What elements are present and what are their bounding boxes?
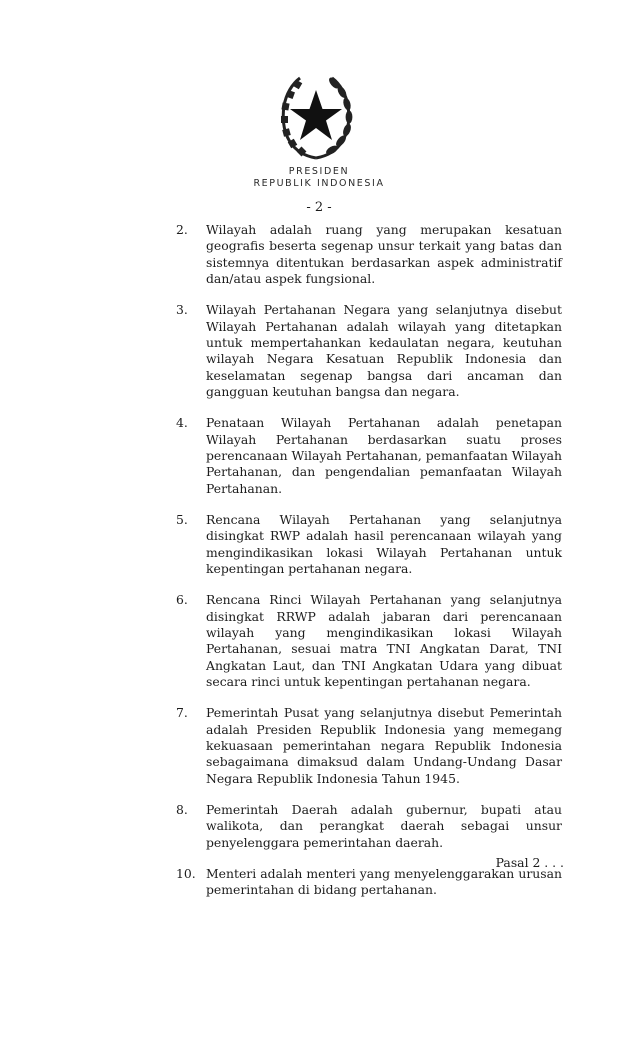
list-item [176, 302, 562, 400]
item-text: Wilayah Pertahanan Negara yang selanjutnya disebut Wilayah Pertahanan adalah wilayah yang ditetapkan untuk mempertahankan kedaulatan negara, keutuhan wilayah Negara Kesatuan Republik Indonesia dan keselamatan segenap bangsa dari ancaman dan gangguan keutuhan bangsa dan negara. [206, 302, 562, 400]
header-republik-indonesia: REPUBLIK INDONESIA [253, 178, 385, 189]
garuda-star-emblem-icon [270, 72, 362, 164]
item-number: 6. [176, 592, 188, 608]
list-item [176, 415, 562, 497]
list-item [176, 592, 562, 690]
list-item [176, 866, 562, 899]
item-number: 2. [176, 222, 188, 237]
item-text: Penataan Wilayah Pertahanan adalah penetapan Wilayah Pertahanan berdasarkan suatu proses perencanaan Wilayah Pertahanan, pemanfaatan Wilayah Pertahanan, dan pengendalian pemanfaatan Wilayah Pertahanan. [206, 415, 562, 496]
item-text: Wilayah adalah ruang yang merupakan kesatuan geografis beserta segenap unsur terkait yang batas dan sistemnya ditentukan berdasarkan aspek administratif dan/atau aspek fungsional. [206, 222, 562, 287]
continuation-footer: Pasal 2 . . . [495, 855, 564, 870]
item-number: 8. [176, 801, 188, 817]
item-text: Menteri adalah menteri yang menyelenggarakan urusan pemerintahan di bidang pertahanan. [206, 865, 562, 897]
list-item [176, 222, 562, 288]
item-number: 7. [176, 705, 188, 721]
header-presiden: PRESIDEN [288, 166, 350, 177]
item-number: 4. [176, 415, 188, 431]
item-number: 3. [176, 302, 188, 318]
item-number: 10. [176, 865, 196, 881]
page-number: - 2 - [306, 200, 332, 215]
list-item [176, 802, 562, 851]
list-item [176, 512, 562, 578]
item-text: Pemerintah Pusat yang selanjutnya disebut Pemerintah adalah Presiden Republik Indonesia yang memegang kekuasaan pemerintahan negara Republik Indonesia sebagaimana dimaksud dalam Undang-Undang Dasar Negara Republik Indonesia Tahun 1945. [206, 705, 562, 786]
list-item [176, 705, 562, 787]
item-text: Rencana Rinci Wilayah Pertahanan yang selanjutnya disingkat RRWP adalah jabaran dari perencanaan wilayah yang mengindikasikan lokasi Wilayah Pertahanan, sesuai matra TNI Angkatan Darat, TNI Angkatan Laut, dan TNI Angkatan Udara yang dibuat secara rinci untuk kepentingan pertahanan negara. [206, 592, 562, 690]
item-text: Rencana Wilayah Pertahanan yang selanjutnya disingkat RWP adalah hasil perencanaan wilayah yang mengindikasikan lokasi Wilayah Pertahanan untuk kepentingan pertahanan negara. [206, 511, 562, 577]
item-number: 5. [176, 511, 188, 527]
definition-list [176, 222, 562, 913]
item-text: Pemerintah Daerah adalah gubernur, bupati atau walikota, dan perangkat daerah sebagai unsur penyelenggara pemerintahan daerah. [206, 801, 562, 850]
